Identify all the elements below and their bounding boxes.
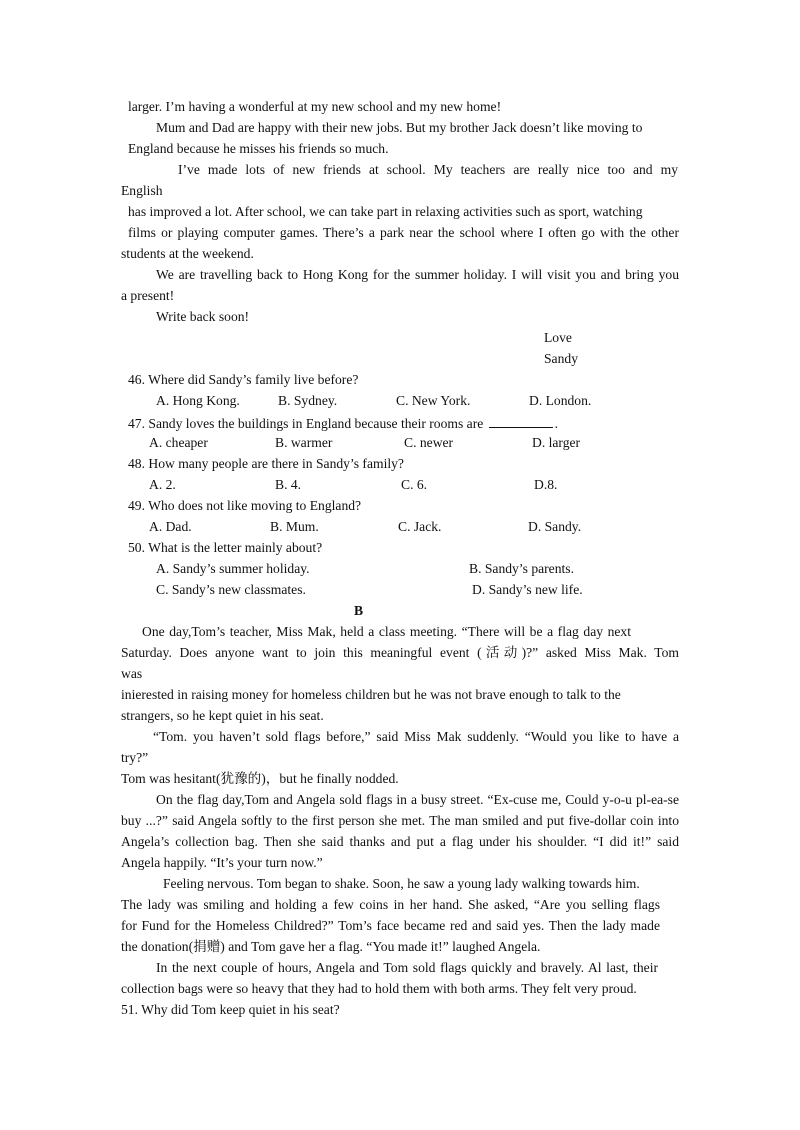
- option: B. Mum.: [270, 519, 319, 534]
- passage-line: Feeling nervous. Tom began to shake. Soon, he saw a young lady walking towards him.: [163, 876, 640, 891]
- letter-line: films or playing computer games. There’s a park near the school where I often go with the other: [128, 225, 679, 240]
- option: A. Sandy’s summer holiday.: [156, 561, 310, 576]
- question-stem-text: 47. Sandy loves the buildings in England because their rooms are: [128, 416, 484, 431]
- option: C. newer: [404, 435, 454, 450]
- passage-line: On the flag day,Tom and Angela sold flags in a busy street. “Ex-cuse me, Could y-o-u pl-ea-se: [156, 792, 679, 807]
- passage-line: for Fund for the Homeless Childred?” Tom’s face became red and said yes. Then the lady made: [121, 918, 660, 933]
- passage-line: Angela’s collection bag. Then she said thanks and put a flag under his shoulder. “I did it!” said: [121, 834, 679, 849]
- passage-line: Tom was hesitant(犹豫的)，but he finally nodded.: [121, 771, 399, 786]
- passage-line: In the next couple of hours, Angela and Tom sold flags quickly and bravely. Al last, their: [156, 960, 658, 975]
- option: B. 4.: [275, 477, 302, 492]
- option: D. larger: [532, 435, 581, 450]
- option: A. Dad.: [149, 519, 192, 534]
- passage-line: Angela happily. “It’s your turn now.”: [121, 855, 323, 870]
- option: A. 2.: [149, 477, 176, 492]
- question-stem: [128, 415, 558, 431]
- letter-line: English: [121, 183, 163, 198]
- answer-blank: [489, 415, 553, 428]
- question-stem: 51. Why did Tom keep quiet in his seat?: [121, 1002, 340, 1017]
- option: D.8.: [534, 477, 558, 492]
- letter-line: Mum and Dad are happy with their new jobs. But my brother Jack doesn’t like moving to: [156, 120, 643, 135]
- passage-line: “Tom. you haven’t sold flags before,” said Miss Mak suddenly. “Would you like to have a: [153, 729, 679, 744]
- question-stem: 46. Where did Sandy’s family live before?: [128, 372, 359, 387]
- passage-line: the donation(捐赠) and Tom gave her a flag. “You made it!” laughed Angela.: [121, 939, 541, 954]
- passage-line: Saturday. Does anyone want to join this meaningful event (活动)?” asked Miss Mak. Tom: [121, 645, 679, 660]
- letter-line: Write back soon!: [156, 309, 250, 324]
- passage-line: strangers, so he kept quiet in his seat.: [121, 708, 324, 723]
- option: D. Sandy’s new life.: [472, 582, 583, 597]
- passage-line: collection bags were so heavy that they had to hold them with both arms. They felt very proud.: [121, 981, 637, 996]
- option: D. Sandy.: [528, 519, 582, 534]
- option: C. Jack.: [398, 519, 442, 534]
- letter-line: students at the weekend.: [121, 246, 254, 261]
- letter-line: a present!: [121, 288, 175, 303]
- option: B. warmer: [275, 435, 333, 450]
- letter-line: larger. I’m having a wonderful at my new school and my new home!: [128, 99, 502, 114]
- passage-line: was: [121, 666, 143, 681]
- question-stem: 50. What is the letter mainly about?: [128, 540, 323, 555]
- letter-closing: Love: [544, 330, 572, 345]
- option: C. 6.: [401, 477, 428, 492]
- letter-line: England because he misses his friends so much.: [128, 141, 389, 156]
- option: B. Sandy’s parents.: [469, 561, 574, 576]
- question-stem: 48. How many people are there in Sandy’s family?: [128, 456, 404, 471]
- question-stem-end: .: [554, 416, 559, 431]
- passage-line: inierested in raising money for homeless children but he was not brave enough to talk to the: [121, 687, 621, 702]
- letter-line: I’ve made lots of new friends at school. My teachers are really nice too and my: [178, 162, 678, 177]
- option: A. Hong Kong.: [156, 393, 240, 408]
- letter-signature: Sandy: [544, 351, 578, 366]
- passage-line: The lady was smiling and holding a few coins in her hand. She asked, “Are you selling flags: [121, 897, 660, 912]
- passage-line: buy ...?” said Angela softly to the first person she met. The man smiled and put five-dollar coin into: [121, 813, 679, 828]
- section-heading: B: [354, 603, 364, 618]
- question-stem: 49. Who does not like moving to England?: [128, 498, 362, 513]
- option: C. Sandy’s new classmates.: [156, 582, 306, 597]
- passage-line: One day,Tom’s teacher, Miss Mak, held a class meeting. “There will be a flag day next: [142, 624, 631, 639]
- option: A. cheaper: [149, 435, 208, 450]
- option: D. London.: [529, 393, 592, 408]
- option: C. New York.: [396, 393, 471, 408]
- passage-line: try?”: [121, 750, 149, 765]
- option: B. Sydney.: [278, 393, 338, 408]
- letter-line: has improved a lot. After school, we can take part in relaxing activities such as sport, watching: [128, 204, 643, 219]
- letter-line: We are travelling back to Hong Kong for the summer holiday. I will visit you and bring you: [156, 267, 679, 282]
